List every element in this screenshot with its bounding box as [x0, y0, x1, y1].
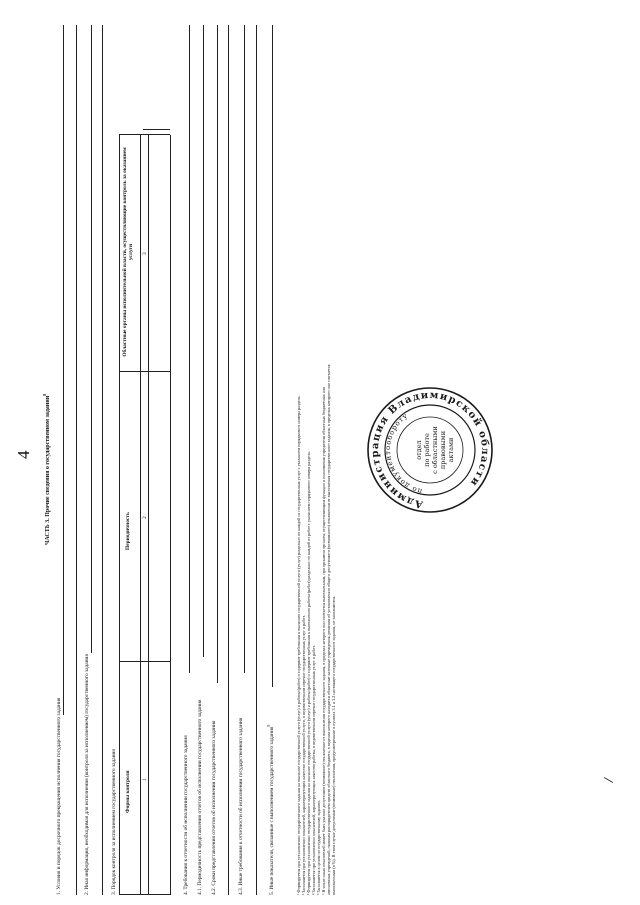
table-col-divider-2: [119, 371, 170, 372]
seal-center-line-3: с областными: [431, 426, 439, 474]
table-col-number-2: 2: [142, 516, 148, 519]
table-header-periodicity: Периодичность: [125, 512, 131, 550]
item-4-1-line: [203, 25, 204, 657]
table-header-authorities: Областные органы исполнительной власти, осуществляющие контроль за оказанием услуги: [122, 147, 134, 357]
table-col-number-3: 3: [142, 252, 148, 255]
footnote-6: ⁶ В числе иных показателей может быть указано допустимое (возможное) отклонение от выполнения государственного задания, в пределах которого оно считается выполненным, при принятии органом, осуществляющим функции и полномочия учредителя областных бюджетных или: [321, 386, 326, 895]
item-1-label: 1. Условия и порядок досрочного прекращения исполнения государственного задания: [56, 697, 62, 895]
footnote-3: ³ Формируется при установлении государственного задания на оказание государственной услуги (услуг) и работы (работ) и содержит требования к выполнению работы (работ) раздельно по каждой из работ с указанием порядкового номера раздела.: [306, 451, 311, 895]
item-4-1-label: 4.1. Периодичность представления отчетов об исполнении государственного задания: [197, 699, 203, 895]
footnote-6-cont-2: выполненным (в %). В этом случае допустимые (возможные) отклонения, предусмотренные в пунктах 3.1 и 3.2 настоящего государственного задания, не заполняются.: [331, 595, 336, 895]
item-2-line: [91, 25, 92, 653]
part-title-footnote-mark: 8: [42, 393, 47, 396]
item-5-line: [272, 25, 273, 687]
table-border-left: [119, 894, 170, 895]
seal-ring-text: Администрация Владимирской области: [369, 389, 491, 510]
page-number: 4: [14, 450, 33, 459]
seal-center-line-4: правовыми: [439, 430, 447, 470]
footnote-1: ¹ Формируется при установлении государственного задания на оказание государственной услуги (услуг) и работы (работ) и содержит требования к оказанию государственной услуги (услуг) раздельно по каждой из государственных услуг с указанием порядкового номера раздела.: [296, 395, 301, 895]
item-2-label: 2. Иная информация, необходимая для исполнения (контроля за исполнением) государственного задания: [84, 654, 90, 895]
item-4-2-label: 4.2. Сроки представления отчетов об исполнении государственного задания: [211, 720, 217, 895]
item-4-3-line: [244, 25, 245, 673]
footnote-4: ⁴ Заполняется при установлении показателей, характеризующих качество работы, в ведомственном перечне государственных услуг и работ.: [311, 645, 316, 895]
item-4-2-line-2: [228, 25, 229, 895]
part-title-text: ЧАСТЬ 3. Прочие сведения о государственном задании: [45, 395, 51, 545]
table-border-bottom: [170, 135, 171, 895]
item-1-line-2: [76, 25, 77, 895]
seal-center-line-1: отдел: [415, 440, 423, 460]
item-1-line: [63, 25, 64, 715]
item-4-line: [189, 25, 190, 673]
item-5-text: 5. Иные показатели, связанные с выполнением государственного задания: [268, 726, 275, 895]
table-number-divider: [148, 135, 149, 895]
item-2-line-2: [102, 25, 103, 895]
seal-center-line-2: по работе: [423, 433, 431, 467]
table-col-number-1: 1: [142, 778, 148, 781]
table-col-divider-1: [119, 661, 170, 662]
footnote-2: ² Заполняется при установлении показателей, характеризующих качество государственной услуги, в ведомственном перечне государственных услуг и работ.: [301, 615, 306, 895]
pen-mark: [604, 777, 613, 783]
item-4-label: 4. Требования к отчетности об исполнении государственного задания: [183, 735, 189, 895]
table-header-forms: Формы контроля: [125, 770, 131, 813]
item-5-label: [266, 725, 275, 895]
item-3-label: 3. Порядок контроля за исполнением государственного задания: [111, 749, 117, 895]
seal-inner-ring-text: по документообороту: [383, 411, 424, 496]
item-4-2-line: [217, 25, 218, 683]
table-border-right: [119, 134, 170, 135]
table-border-top: [119, 135, 120, 895]
table-margin-tick: [143, 129, 170, 130]
table-header-divider: [140, 135, 141, 895]
part-title: [42, 394, 51, 545]
item-4-3-label: 4.3. Иные требования к отчетности об исполнении государственного задания: [238, 717, 244, 895]
official-seal: [365, 385, 495, 515]
footnote-5: ⁵ Заполняется в целом по государственному заданию.: [316, 799, 321, 895]
item-5-footnote-mark: 9: [266, 724, 271, 727]
seal-center-line-5: актами: [447, 437, 455, 463]
item-4-3-line-2: [256, 25, 257, 895]
footnote-6-cont-1: автономных учреждений, главным распорядителем средств областного бюджета, в ведении которого находятся областные казенные учреждения, решения об установлении общего допустимого (возможного) отклонения от выполнения государственного задания, в пределах которого оно считается: [326, 364, 331, 895]
